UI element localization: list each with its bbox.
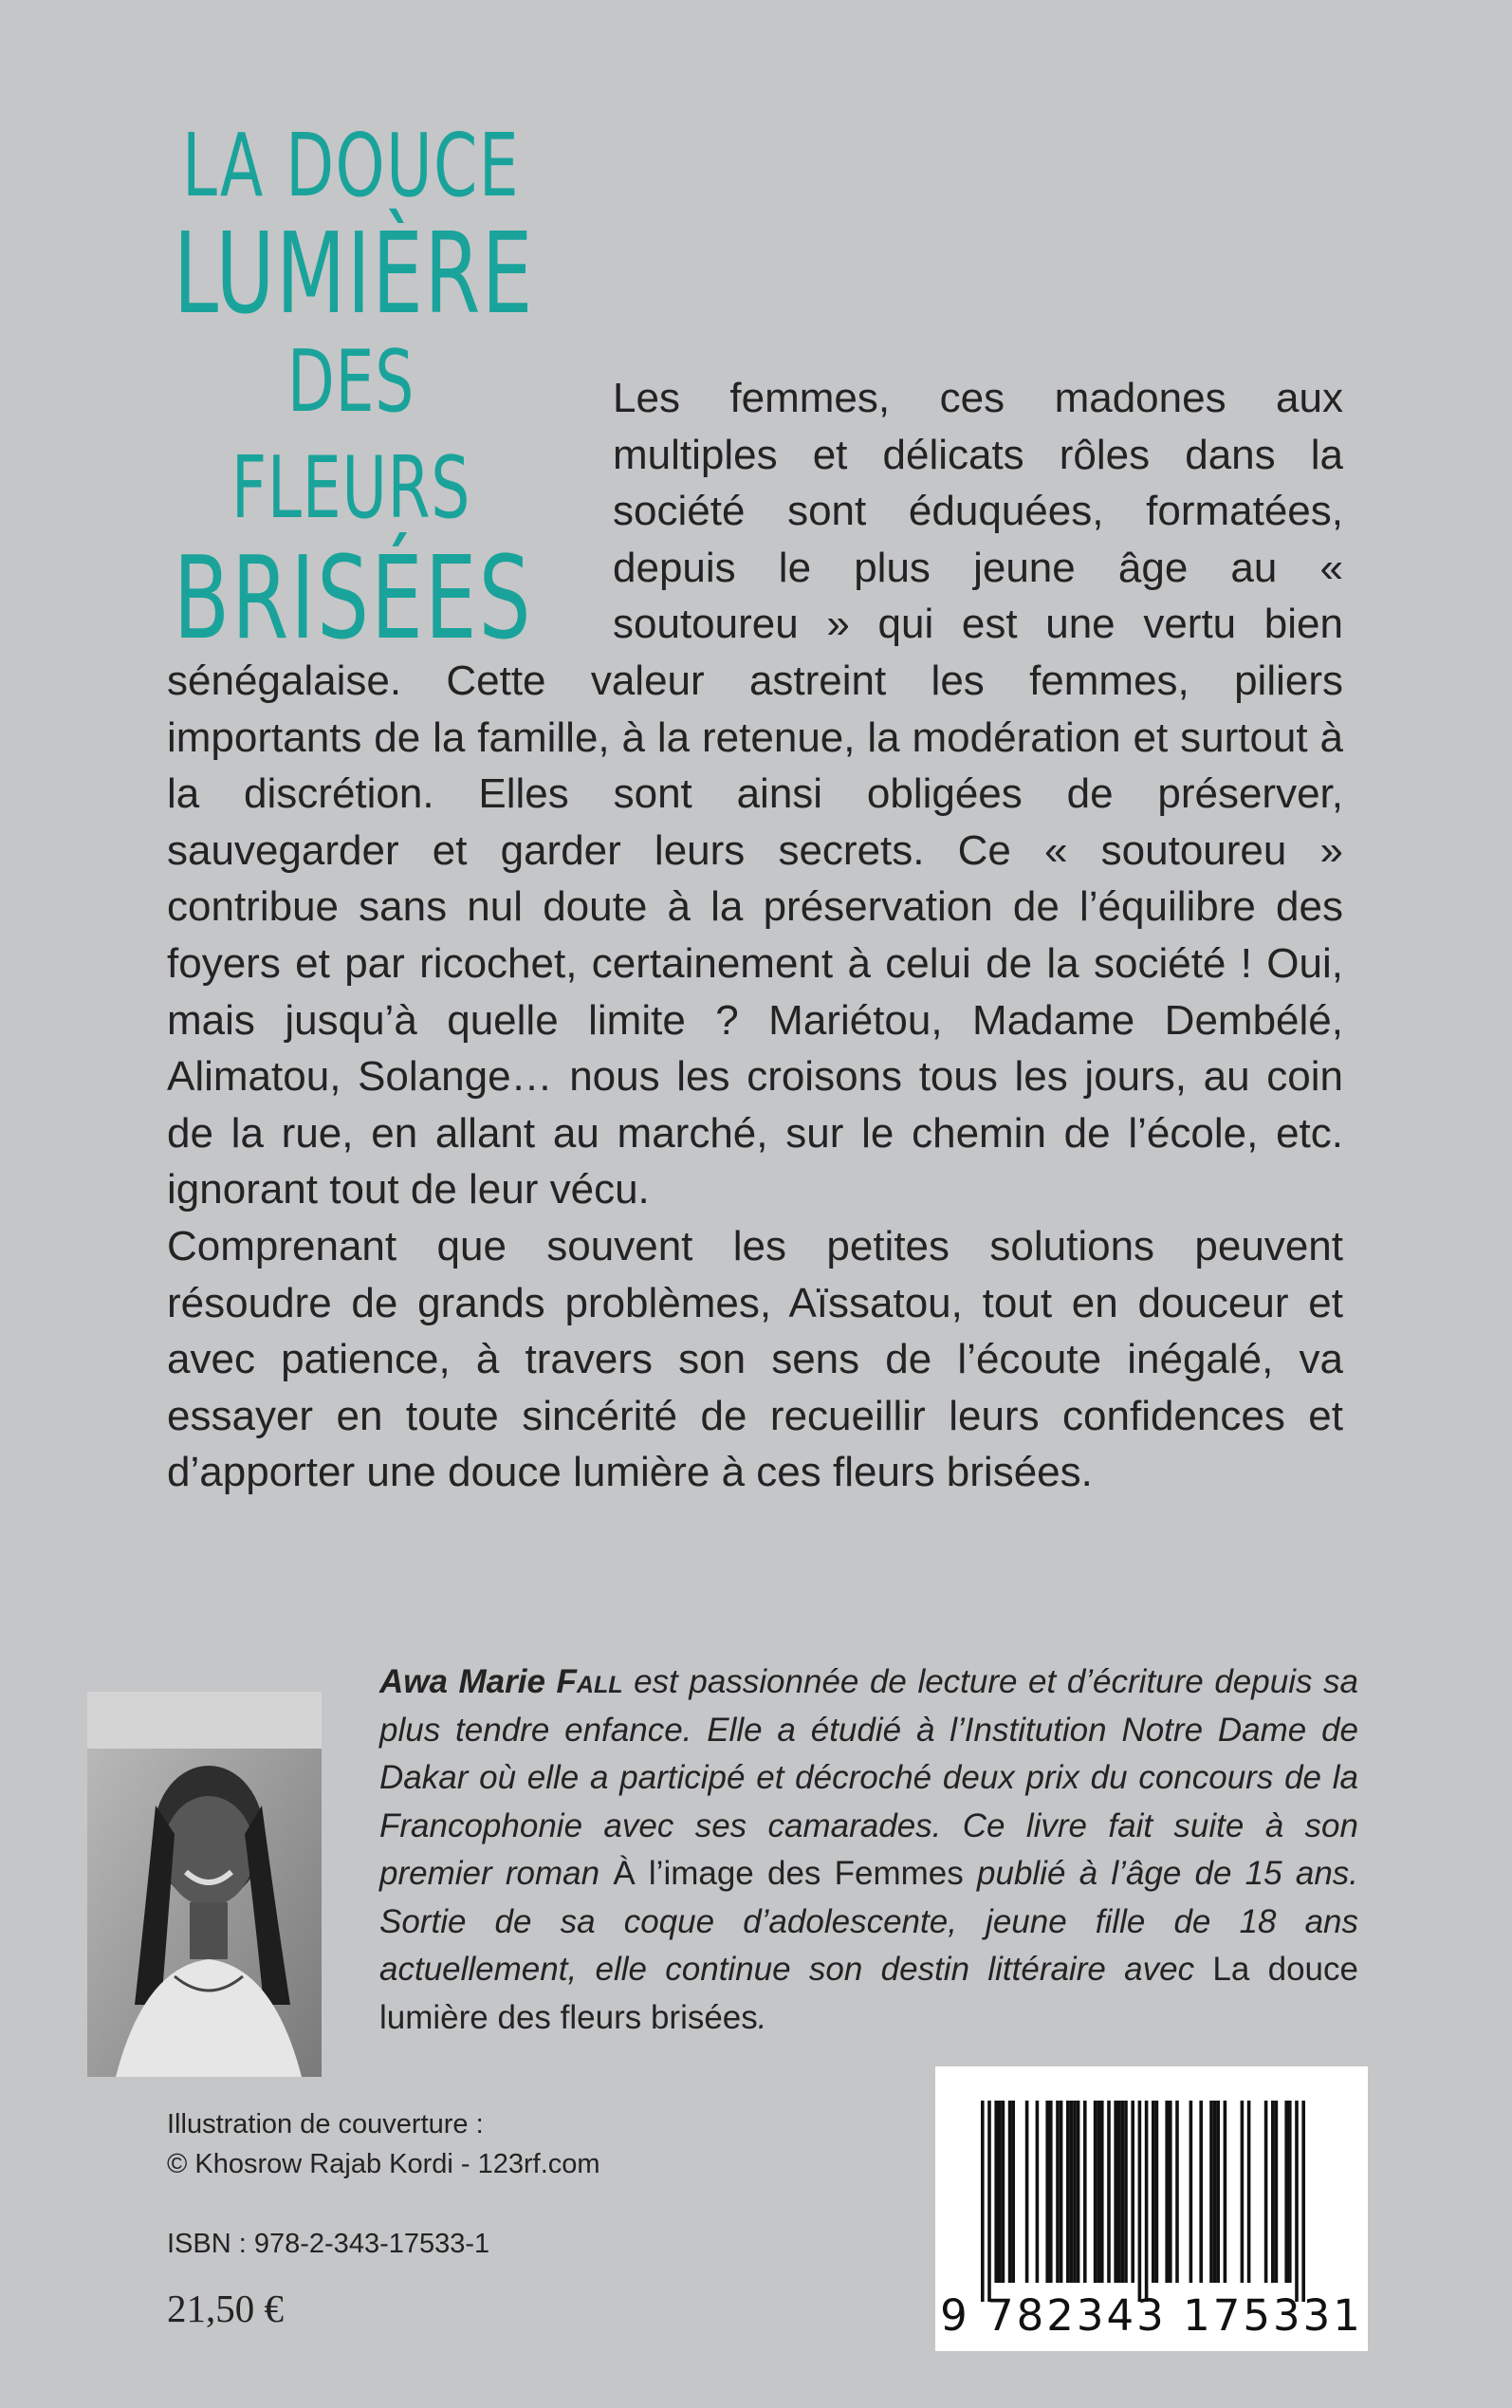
- credits-line-2: © Khosrow Rajab Kordi - 123rf.com: [167, 2149, 600, 2179]
- credits-line-1: Illustration de couverture :: [167, 2109, 484, 2139]
- barcode-bar: [1241, 2101, 1245, 2283]
- barcode-bar: [1025, 2101, 1029, 2283]
- barcode-bar: [1224, 2101, 1227, 2283]
- barcode-bar: [1155, 2101, 1159, 2283]
- barcode-bar: [1073, 2101, 1077, 2283]
- synopsis-paragraph-1: Les femmes, ces madones aux multiples et délicats rôles dans la société sont éduquées, formatées, depuis le plus jeune âge au « soutoureu » qui est une vertu bien sénégalaise. Cette valeur astreint les femmes, piliers importants de la famille, à la retenue, la modération et surtout à la discrétion. Elles sont ainsi obligées de préserver, sauvegarder et garder leurs secrets. Ce « soutoureu » contribue sans nul doute à la préservation de l’équilibre des foyers et par ricochet, certainement à celui de la société ! Oui, mais jusqu’à quelle limite ? Mariétou, Madame Dembélé, Alimatou, Solange… nous les croisons tous les jours, au coin de la rue, en allant au marché, sur le chemin de l’école, etc. ignorant tout de leur vécu.: [167, 375, 1343, 1213]
- title-line-4: BRISÉES: [173, 533, 533, 666]
- barcode-bar: [1165, 2101, 1169, 2283]
- author-bio: [379, 1658, 1358, 2042]
- isbn: ISBN : 978-2-343-17533-1: [167, 2229, 490, 2259]
- barcode-bar: [1066, 2101, 1070, 2283]
- barcode-bar: [1100, 2101, 1104, 2283]
- barcode-bar: [1008, 2101, 1012, 2283]
- barcode-bar: [1295, 2101, 1299, 2302]
- barcode-bar: [1138, 2101, 1142, 2302]
- barcode-bar: [1011, 2101, 1015, 2283]
- barcode-bar: [1117, 2101, 1121, 2283]
- first-novel-title: À l’image des Femmes: [613, 1855, 964, 1892]
- title-line-2: LUMIÈRE: [173, 208, 534, 340]
- barcode-bar: [1045, 2101, 1049, 2283]
- barcode-bar: [1070, 2101, 1074, 2283]
- barcode-bar: [1169, 2101, 1172, 2283]
- barcode-bar: [1114, 2101, 1117, 2283]
- bio-text-2: publié à l’âge de 15 ans. Sortie de sa coque d’adolescente, jeune fille de 18 ans actuellement, elle continue son destin littéraire avec: [379, 1855, 1359, 1988]
- barcode-bar: [1189, 2101, 1193, 2283]
- barcode-bar: [1275, 2101, 1279, 2283]
- barcode-bar: [1209, 2101, 1213, 2283]
- barcode-bar: [1002, 2101, 1005, 2283]
- barcode-bar: [1060, 2101, 1063, 2283]
- barcode-bar: [1152, 2101, 1155, 2283]
- bio-text-3: .: [757, 1998, 767, 2036]
- barcode-bar: [981, 2101, 985, 2302]
- barcode-bar: [1216, 2101, 1220, 2283]
- barcode-bar: [1107, 2101, 1111, 2283]
- barcode-bar: [1199, 2101, 1203, 2283]
- title-float-spacer: [167, 370, 613, 598]
- synopsis-paragraph-2: Comprenant que souvent les petites solutions peuvent résoudre de grands problèmes, Aïssatou, tout en douceur et avec patience, à travers son sens de l’écoute inégalé, va essayer en toute sincérité de recueillir leurs confidences et d’apporter une douce lumière à ces fleurs brisées.: [167, 1222, 1343, 1496]
- author-portrait-image: [87, 1692, 322, 2077]
- price: 21,50 €: [167, 2287, 284, 2330]
- barcode: [935, 2066, 1368, 2351]
- barcode-bar: [1288, 2101, 1292, 2283]
- synopsis: [167, 370, 1343, 1501]
- barcode-bar: [1049, 2101, 1053, 2283]
- author-photo: [87, 1692, 322, 2077]
- barcode-bar: [1284, 2101, 1288, 2283]
- barcode-bar: [1124, 2101, 1128, 2283]
- barcode-bar: [994, 2101, 998, 2283]
- barcode-bar: [1036, 2101, 1040, 2283]
- barcode-bar: [1121, 2101, 1125, 2283]
- barcode-bar: [1145, 2101, 1149, 2302]
- bio-text-1: est passionnée de lecture et d’écriture depuis sa plus tendre enfance. Elle a étudié à l’Institution Notre Dame de Dakar où elle a participé et décroché deux prix du concours de la Francophonie avec ses camarades. Ce livre fait suite à son premier roman: [379, 1663, 1358, 1892]
- barcode-bar: [1301, 2101, 1305, 2302]
- title-line-1: LA DOUCE: [181, 115, 521, 217]
- barcode-bar: [1213, 2101, 1217, 2283]
- author-first-names: Awa Marie: [379, 1663, 545, 1700]
- barcode-bar: [1264, 2101, 1268, 2283]
- barcode-bar: [1083, 2101, 1087, 2283]
- barcode-bar: [987, 2101, 991, 2302]
- barcode-bar: [1271, 2101, 1275, 2283]
- barcode-bar: [998, 2101, 1002, 2283]
- this-book-title: La douce lumière des fleurs brisées: [379, 1951, 1358, 2036]
- barcode-bar: [1056, 2101, 1060, 2283]
- barcode-bar: [1131, 2101, 1134, 2283]
- barcode-bar: [1077, 2101, 1080, 2283]
- barcode-bar: [1094, 2101, 1097, 2283]
- illustration-credits: [167, 2104, 736, 2184]
- author-surname: Fall: [556, 1663, 623, 1700]
- barcode-bar: [1247, 2101, 1251, 2283]
- barcode-bar: [1097, 2101, 1100, 2283]
- barcode-digits: 9 782343 175331: [940, 2290, 1363, 2341]
- title-line-3: DES FLEURS: [230, 332, 471, 539]
- barcode-bar: [1175, 2101, 1179, 2283]
